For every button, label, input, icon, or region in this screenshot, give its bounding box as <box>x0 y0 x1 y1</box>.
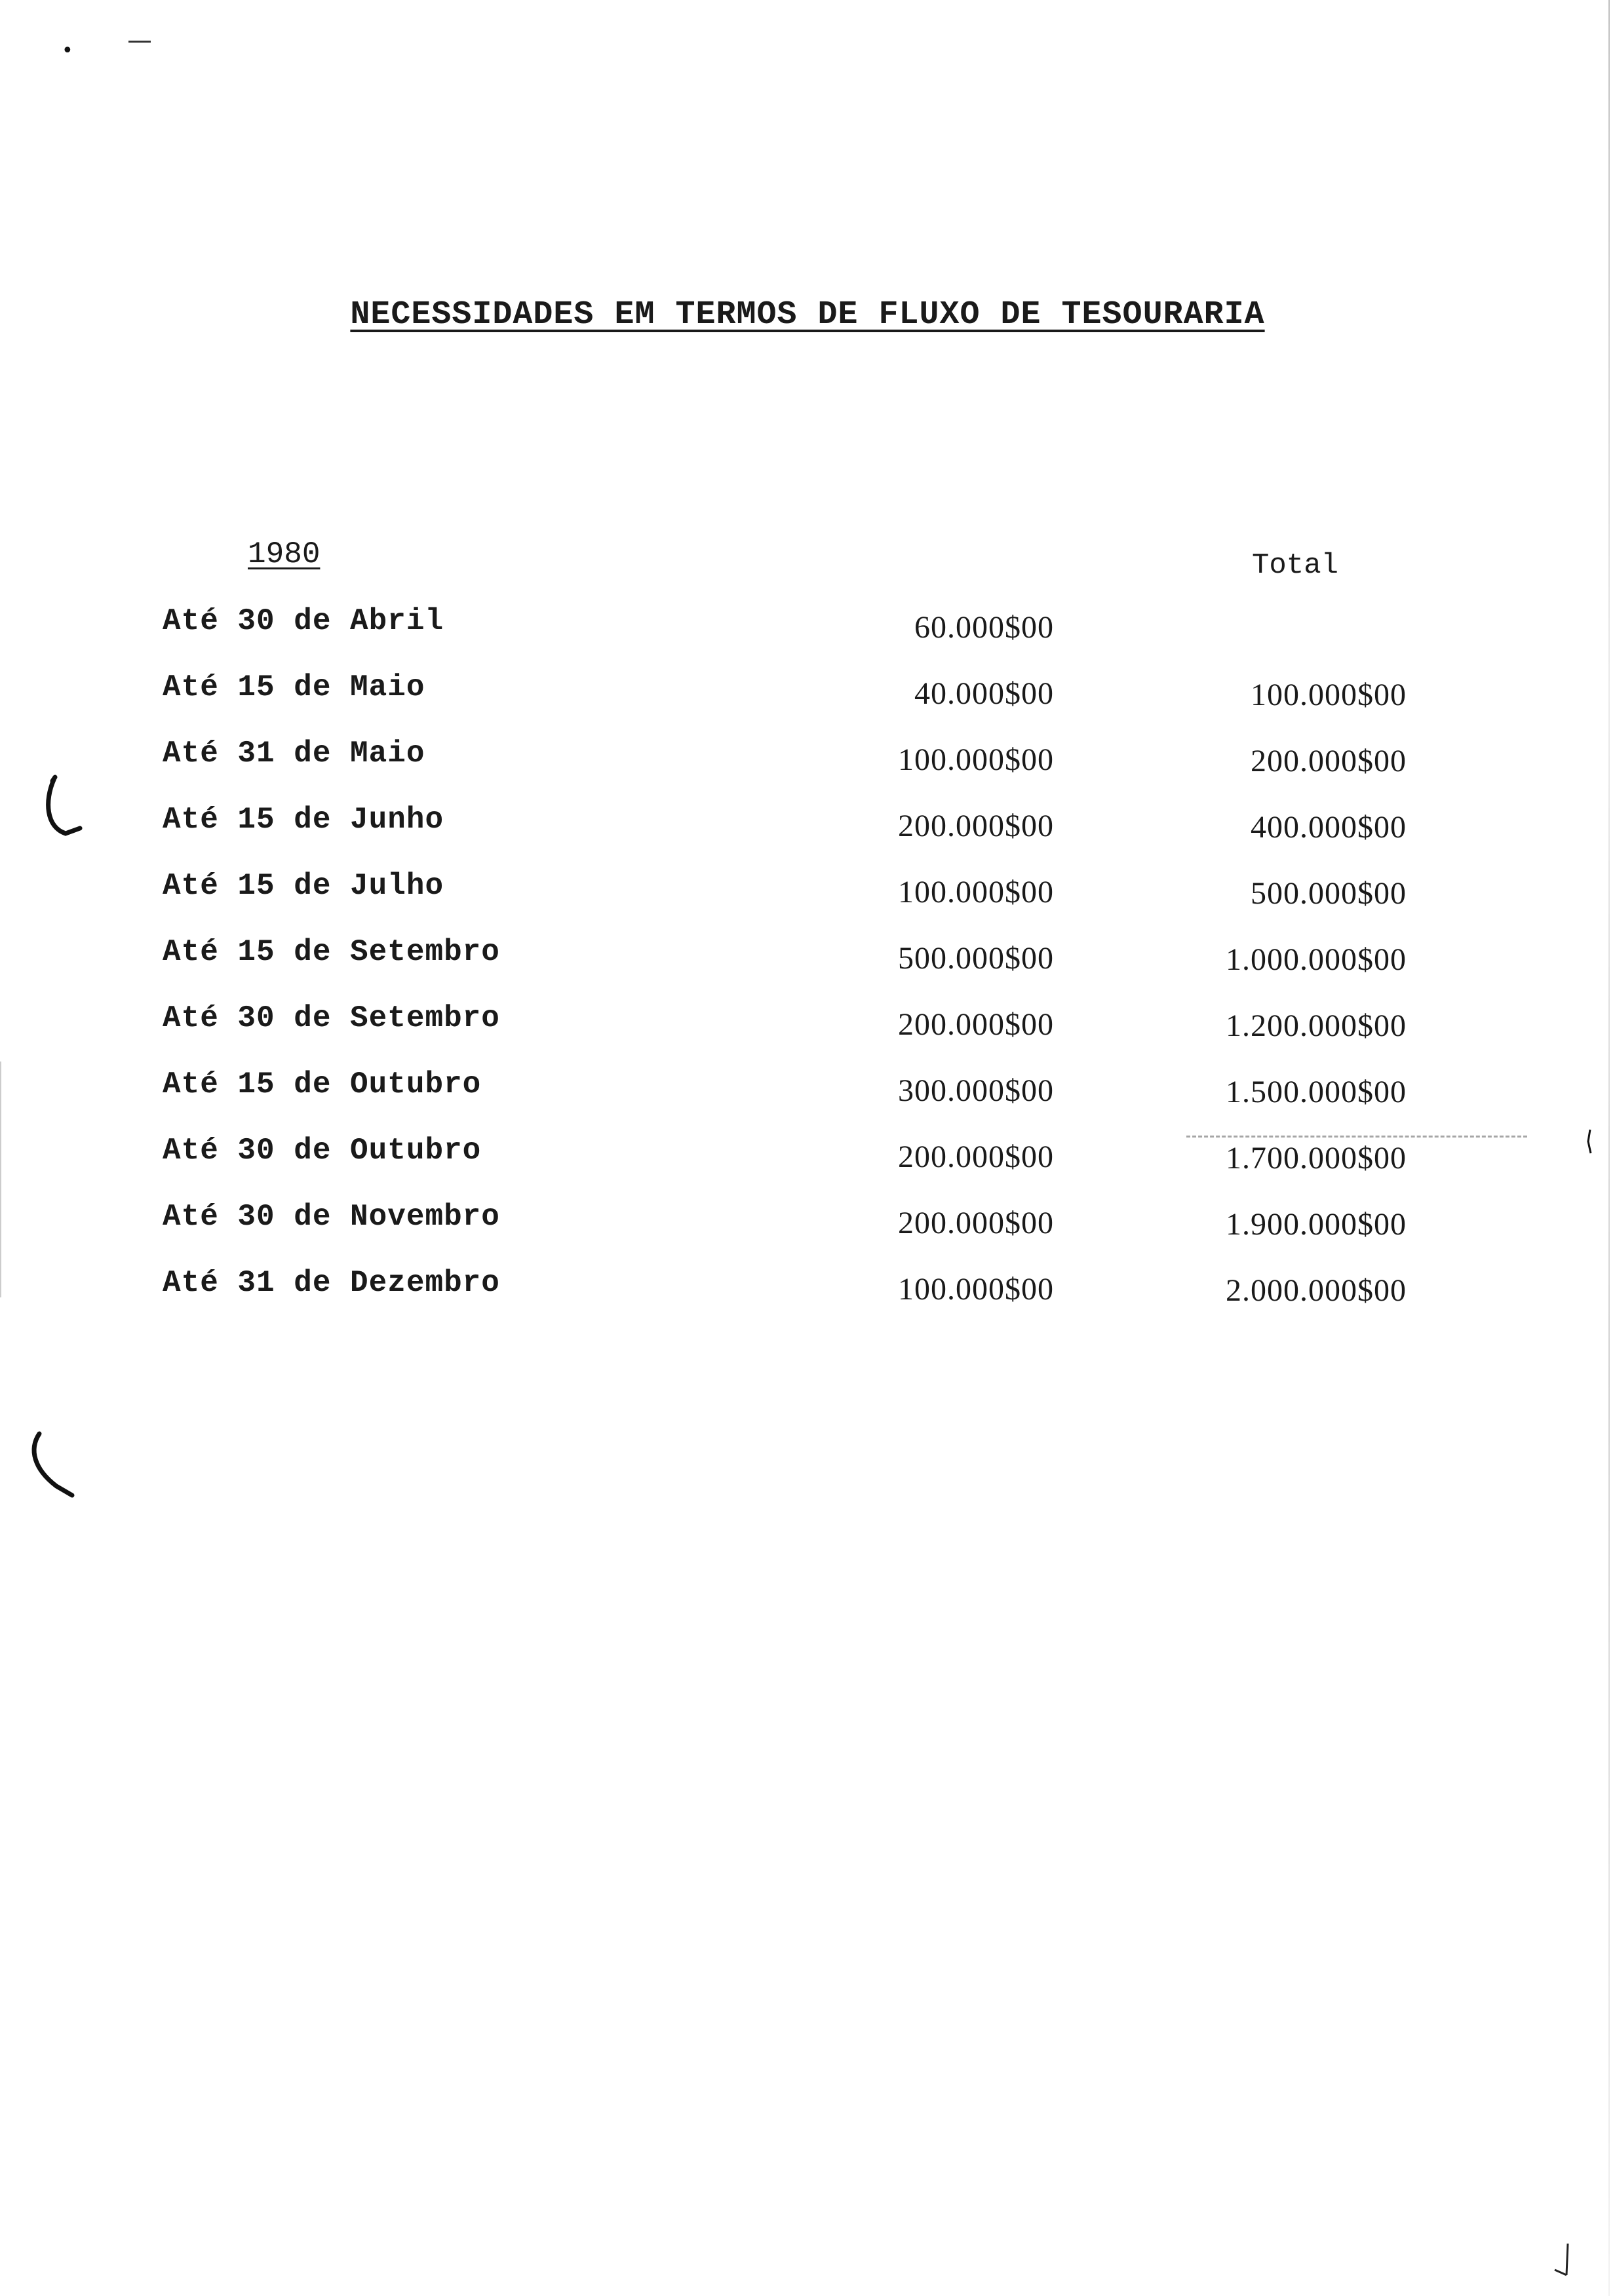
cashflow-row <box>0 737 1615 782</box>
row-cumulative-total: 1.500.000$00 <box>1226 1075 1407 1109</box>
cashflow-row <box>0 935 1615 981</box>
hole-punch-mark-lower <box>25 1430 77 1502</box>
row-period-label: Até 31 de Maio <box>163 737 425 771</box>
cashflow-row <box>0 869 1615 915</box>
row-period-label: Até 15 de Julho <box>163 869 444 903</box>
row-period-label: Até 15 de Maio <box>163 670 425 704</box>
row-amount: 500.000$00 <box>898 941 1054 976</box>
row-period-label: Até 31 de Dezembro <box>163 1266 500 1300</box>
row-period-label: Até 30 de Novembro <box>163 1200 500 1234</box>
year-heading: 1980 <box>248 537 321 571</box>
cashflow-row <box>0 1266 1615 1312</box>
row-amount: 100.000$00 <box>898 1272 1054 1307</box>
row-cumulative-total: 2.000.000$00 <box>1226 1273 1407 1308</box>
cashflow-row <box>0 803 1615 849</box>
cashflow-row <box>0 604 1615 650</box>
scan-mark-corner <box>1548 2241 1574 2280</box>
row-period-label: Até 30 de Abril <box>163 604 444 638</box>
row-cumulative-total: 1.200.000$00 <box>1226 1008 1407 1043</box>
cashflow-row <box>0 1134 1615 1179</box>
cashflow-row <box>0 1200 1615 1246</box>
row-cumulative-total: 200.000$00 <box>1251 744 1407 778</box>
document-title: NECESSIDADES EM TERMOS DE FLUXO DE TESOURARIA <box>350 296 1265 334</box>
total-column-header: Total <box>1252 549 1339 582</box>
row-period-label: Até 15 de Setembro <box>163 935 500 969</box>
row-amount: 200.000$00 <box>898 1139 1054 1174</box>
scan-mark-dash <box>128 41 151 43</box>
cashflow-row <box>0 1067 1615 1113</box>
row-amount: 300.000$00 <box>898 1073 1054 1108</box>
row-cumulative-total: 500.000$00 <box>1251 876 1407 911</box>
row-period-label: Até 30 de Setembro <box>163 1001 500 1035</box>
row-cumulative-total: 400.000$00 <box>1251 810 1407 845</box>
row-amount: 200.000$00 <box>898 809 1054 843</box>
row-amount: 100.000$00 <box>898 875 1054 909</box>
row-amount: 200.000$00 <box>898 1206 1054 1240</box>
row-cumulative-total: 1.700.000$00 <box>1226 1141 1407 1176</box>
row-cumulative-total: 100.000$00 <box>1251 678 1407 712</box>
row-amount: 100.000$00 <box>898 742 1054 777</box>
row-period-label: Até 15 de Outubro <box>163 1067 482 1101</box>
row-amount: 60.000$00 <box>914 610 1054 645</box>
row-period-label: Até 30 de Outubro <box>163 1134 482 1168</box>
cashflow-row <box>0 670 1615 716</box>
row-cumulative-total: 1.900.000$00 <box>1226 1207 1407 1242</box>
row-amount: 200.000$00 <box>898 1007 1054 1042</box>
cashflow-row <box>0 1001 1615 1047</box>
scan-mark-dot: • <box>62 39 73 62</box>
row-amount: 40.000$00 <box>914 676 1054 711</box>
row-period-label: Até 15 de Junho <box>163 803 444 837</box>
row-cumulative-total: 1.000.000$00 <box>1226 942 1407 977</box>
